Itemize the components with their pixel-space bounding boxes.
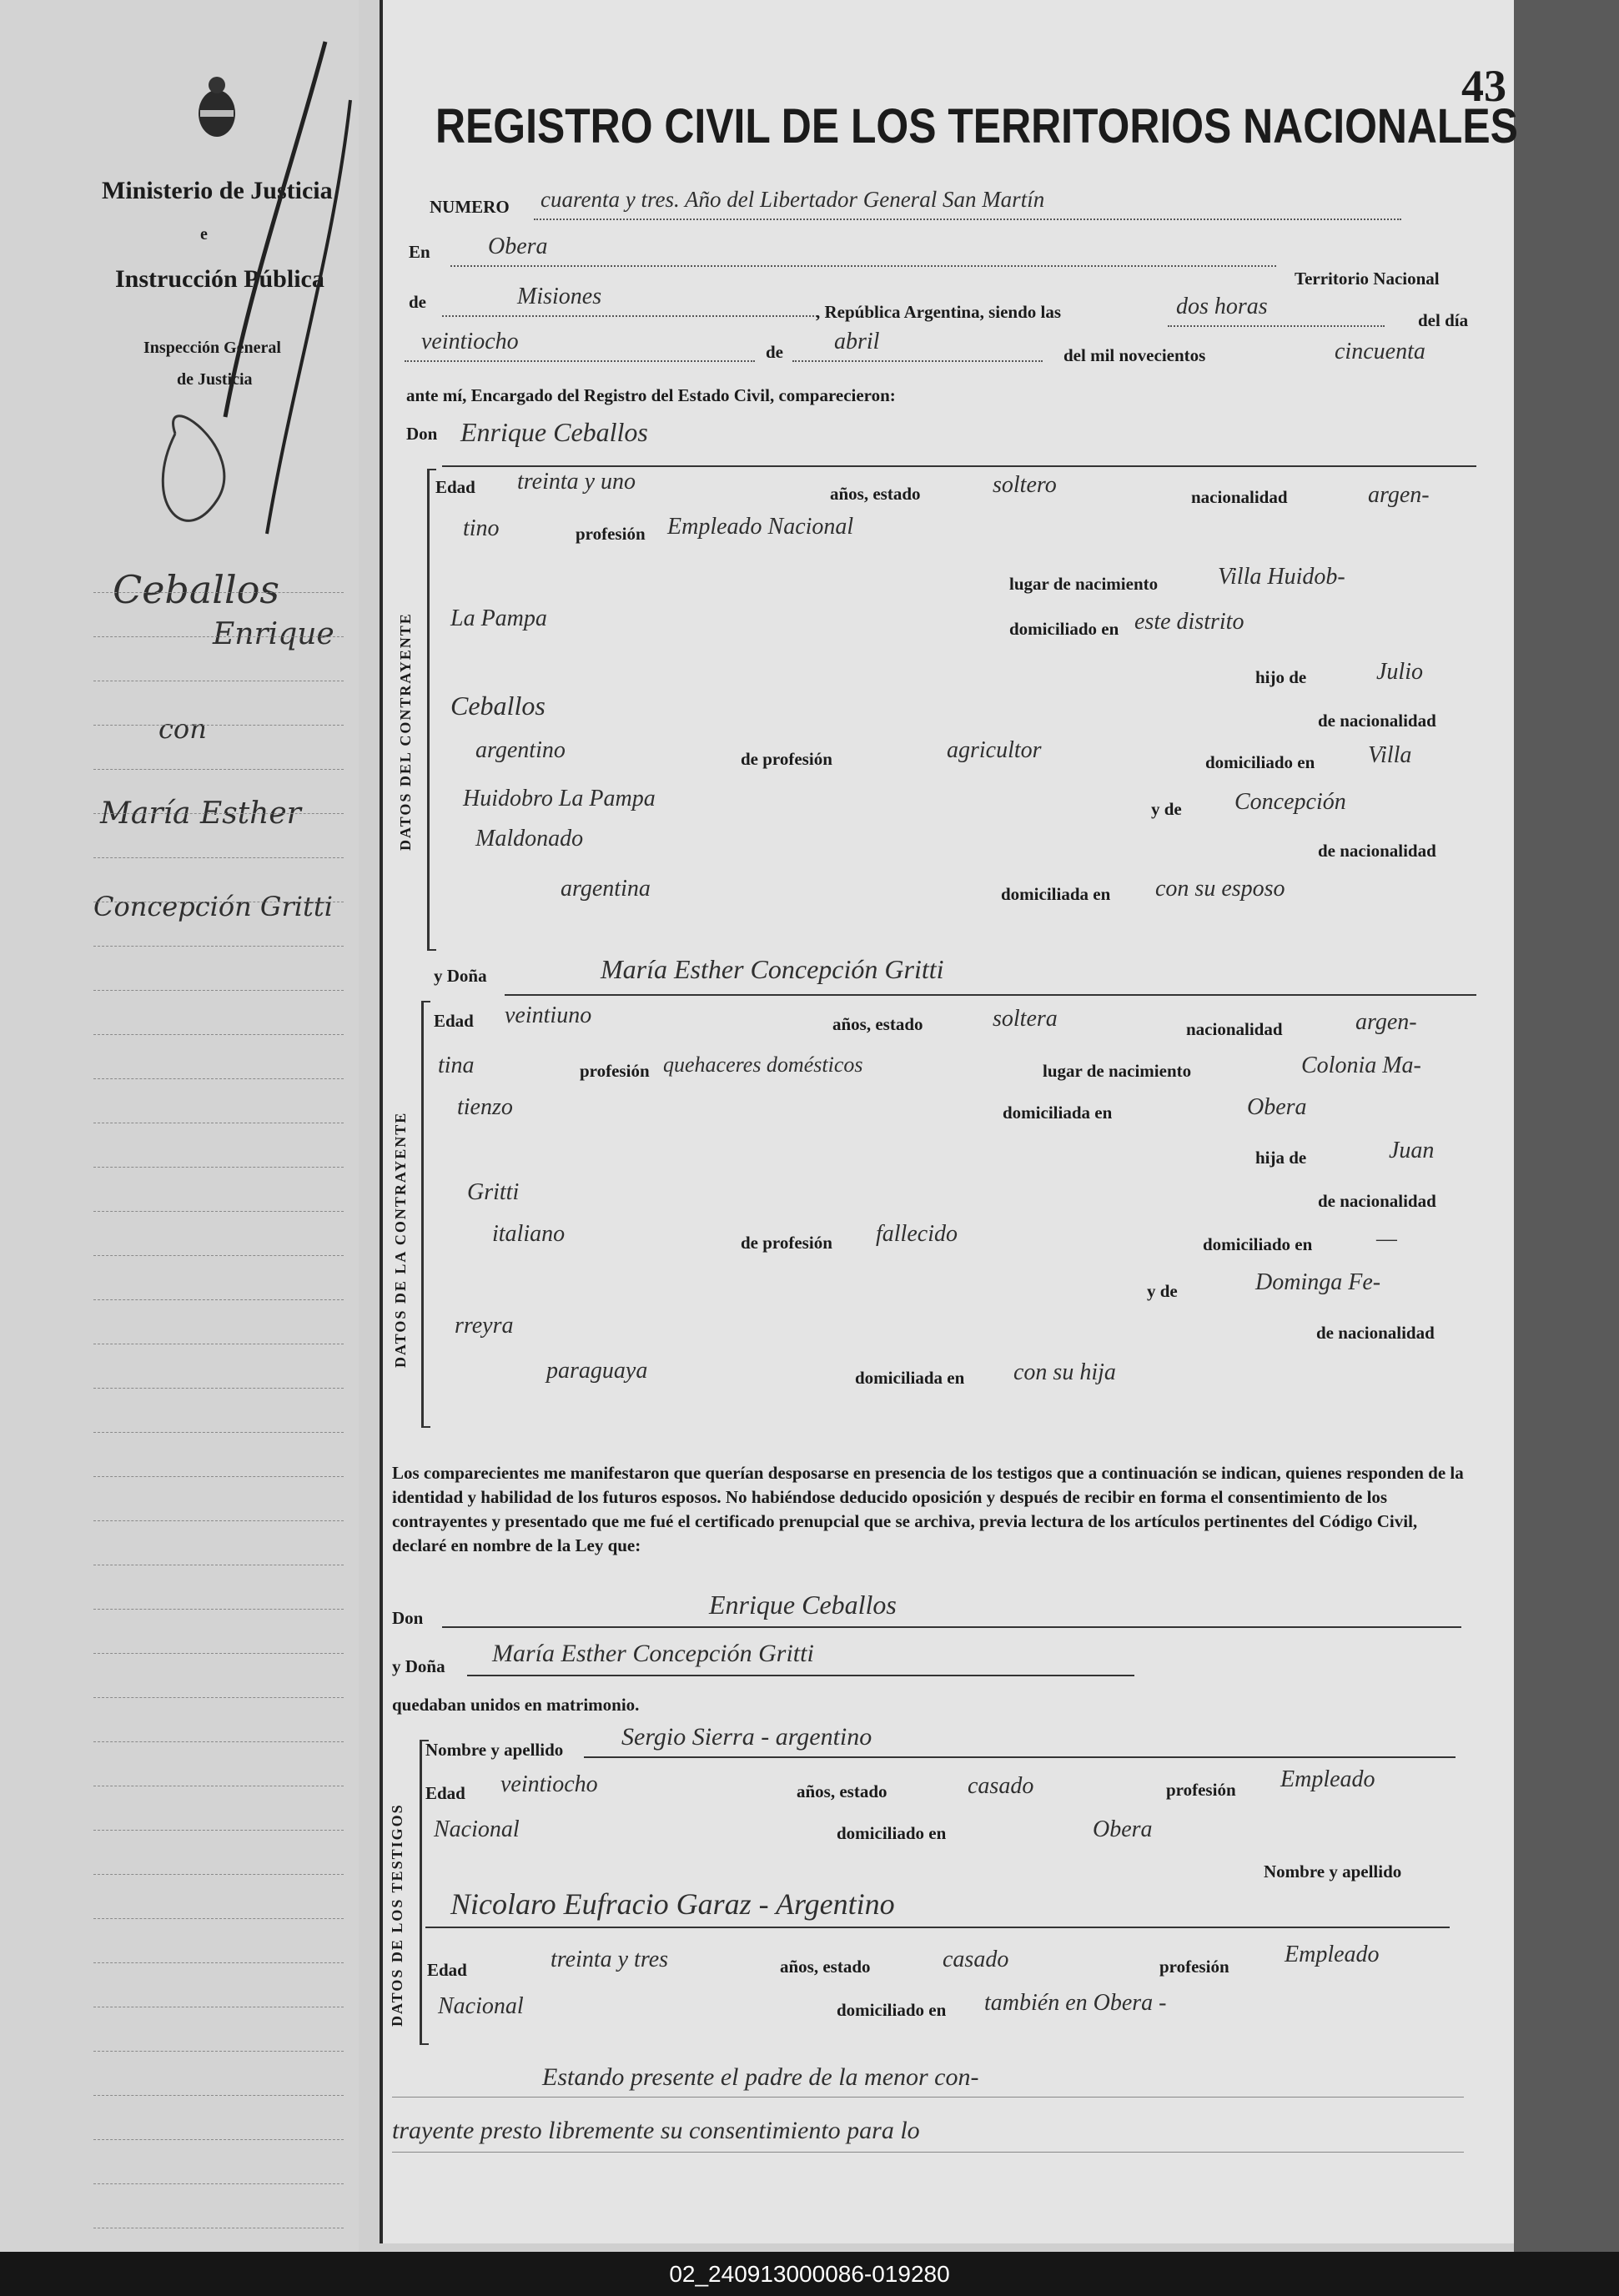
contrayente-padre-dom-cont: Huidobro La Pampa	[463, 786, 656, 811]
margin-rule	[93, 1962, 344, 1963]
contrayenta-section-label: DATOS DE LA CONTRAYENTE	[392, 1111, 409, 1368]
t2-nombre-line	[425, 1927, 1450, 1928]
margin-rule	[93, 2183, 344, 2184]
de2-label: de	[766, 342, 783, 362]
contrayenta-nac-cont: tina	[438, 1053, 475, 1078]
decl-don-line	[442, 1626, 1461, 1628]
t2-edad-label: Edad	[427, 1960, 467, 1980]
contrayenta-anios-label: años, estado	[832, 1014, 923, 1034]
dona-value: María Esther Concepción Gritti	[601, 954, 944, 984]
t2-anios-label: años, estado	[780, 1957, 871, 1977]
page-number: 43	[1461, 61, 1506, 111]
contrayente-padre-nac-label: de nacionalidad	[1318, 711, 1436, 731]
margin-rule	[93, 592, 344, 593]
t2-prof-label: profesión	[1159, 1957, 1229, 1977]
dia-value: veintiocho	[421, 329, 519, 354]
contrayenta-edad-value: veintiuno	[505, 1002, 592, 1028]
margin-rule	[93, 1609, 344, 1610]
don-value: Enrique Ceballos	[460, 417, 648, 447]
margin-rule	[93, 1918, 344, 1919]
margin-rule	[93, 946, 344, 947]
numero-value: cuarenta y tres. Año del Libertador General San Martín	[541, 187, 1045, 212]
contrayente-madre-dom-label: domiciliada en	[1001, 884, 1111, 904]
margin-rule	[93, 1830, 344, 1831]
margin-rule	[93, 2051, 344, 2052]
contrayenta-padre-dom: —	[1376, 1226, 1397, 1252]
margin-rule	[93, 2095, 344, 2096]
contrayenta-padre-dom-label: domiciliado en	[1203, 1234, 1313, 1254]
margin-rule	[93, 857, 344, 858]
margin-note-con: con	[158, 713, 207, 745]
contrayente-padre-prof: agricultor	[947, 737, 1042, 763]
contrayenta-padre-nac-label: de nacionalidad	[1318, 1191, 1436, 1211]
contrayente-y-de-label: y de	[1151, 799, 1182, 819]
contrayente-lugar-label: lugar de nacimiento	[1009, 574, 1159, 594]
t1-nombre-line	[584, 1756, 1456, 1758]
contrayente-edad-label: Edad	[435, 477, 475, 497]
ministry-line3: Instrucción Pública	[115, 265, 324, 293]
contrayenta-nac-value: argen-	[1355, 1009, 1417, 1035]
contrayente-prof-value: Empleado Nacional	[667, 514, 854, 540]
contrayenta-bracket	[421, 1001, 430, 1428]
t1-nombre-label: Nombre y apellido	[425, 1740, 564, 1760]
ante-mi-text: ante mí, Encargado del Registro del Estado Civil, comparecieron:	[406, 385, 896, 405]
declaration-text: Los comparecientes me manifestaron que querían desposarse en presencia de los testigos que a continuación se indican, quienes responden de la identidad y habilidad de los futuros esposos. No habiéndose deducido oposición y después de recibir en forma el consentimiento de los contrayentes y presentado que me fué el certificado prenupcial que se archiva, previa lectura de los artículos pertinentes del Código Civil, declaré en nombre de la Ley que:	[392, 1463, 1464, 1555]
inspection-line1: Inspección General	[143, 339, 281, 357]
contrayenta-madre-cont: rreyra	[455, 1313, 514, 1339]
margin-note-bride-name: María Esther	[100, 796, 301, 831]
contrayente-anios-label: años, estado	[830, 484, 921, 504]
t1-dom-value: Obera	[1093, 1816, 1153, 1842]
margin-rule	[93, 1167, 344, 1168]
numero-label: NUMERO	[430, 197, 510, 217]
contrayenta-madre-nac: paraguaya	[546, 1358, 648, 1384]
t1-prof-cont: Nacional	[434, 1816, 520, 1842]
margin-rule	[93, 1078, 344, 1079]
don-label: Don	[406, 424, 438, 444]
note-line-2: trayente presto libremente su consentimiento para lo	[392, 2117, 920, 2144]
decl-dona-label: y Doña	[392, 1656, 445, 1676]
footer-bar	[0, 2252, 1619, 2296]
note-line-2-rule	[392, 2152, 1464, 2153]
margin-rule	[93, 636, 344, 637]
t2-estado-value: casado	[943, 1947, 1009, 1972]
margin-note-bride-surname: Concepción Gritti	[93, 891, 333, 922]
contrayente-nac-cont: tino	[463, 515, 500, 541]
contrayente-madre-nac: argentina	[561, 876, 651, 902]
t1-dom-label: domiciliado en	[837, 1823, 947, 1843]
contrayenta-dom-label: domiciliada en	[1003, 1103, 1113, 1123]
margin-rule	[93, 1741, 344, 1742]
margin-rule	[93, 1653, 344, 1654]
contrayenta-madre-dom: con su hija	[1013, 1359, 1116, 1385]
margin-rule	[93, 1034, 344, 1035]
en-value: Obera	[488, 234, 548, 259]
numero-dots	[534, 219, 1401, 220]
del-dia-label: del día	[1418, 310, 1469, 330]
margin-note-surname: Ceballos	[113, 567, 280, 612]
republica-label: , República Argentina, siendo las	[816, 302, 1062, 322]
contrayente-madre-dom: con su esposo	[1155, 876, 1285, 902]
form-title: REGISTRO CIVIL DE LOS TERRITORIOS NACIONALES	[435, 99, 1518, 153]
mes-dots	[792, 360, 1043, 362]
contrayente-prof-label: profesión	[576, 524, 646, 544]
contrayenta-edad-label: Edad	[434, 1011, 474, 1031]
t2-edad-value: treinta y tres	[551, 1947, 669, 1972]
contrayente-lugar-value: Villa Huidob-	[1218, 564, 1345, 590]
contrayenta-estado-value: soltera	[993, 1006, 1058, 1032]
mil-label: del mil novecientos	[1063, 345, 1206, 365]
decl-dona-line	[467, 1675, 1134, 1676]
contrayente-padre-value: Julio	[1376, 659, 1423, 685]
margin-rule	[93, 1388, 344, 1389]
margin-rule	[93, 813, 344, 814]
contrayente-madre-cont: Maldonado	[475, 826, 584, 852]
margin-rule	[93, 1476, 344, 1477]
contrayenta-madre-nac-label: de nacionalidad	[1316, 1323, 1435, 1343]
t1-edad-value: veintiocho	[500, 1771, 598, 1797]
dona-line	[505, 994, 1476, 996]
margin-rule	[93, 1211, 344, 1212]
hora-dots	[1168, 325, 1385, 327]
t1-anios-label: años, estado	[797, 1781, 887, 1801]
decl-closing: quedaban unidos en matrimonio.	[392, 1695, 640, 1715]
contrayenta-lugar-value: Colonia Ma-	[1301, 1053, 1421, 1078]
t1-name-value: Sergio Sierra - argentino	[621, 1723, 872, 1751]
de-label: de	[409, 292, 426, 312]
t2-dom-value: también en Obera -	[984, 1990, 1167, 2016]
contrayente-dom-label: domiciliado en	[1009, 619, 1119, 639]
contrayente-padre-cont: Ceballos	[450, 691, 546, 721]
t1-prof-value: Empleado	[1280, 1766, 1375, 1792]
contrayenta-madre-value: Dominga Fe-	[1255, 1269, 1381, 1295]
territorio-label: Territorio Nacional	[1295, 269, 1440, 289]
anio-value: cincuenta	[1335, 339, 1425, 364]
note-line-1-rule	[392, 2097, 1464, 2098]
contrayenta-madre-dom-label: domiciliada en	[855, 1368, 965, 1388]
t2-prof-value: Empleado	[1285, 1942, 1380, 1967]
t1-prof-label: profesión	[1166, 1780, 1236, 1800]
dona-label: y Doña	[434, 966, 487, 986]
margin-rule	[93, 725, 344, 726]
contrayenta-prof-label: profesión	[580, 1061, 650, 1081]
contrayenta-lugar-cont: tienzo	[457, 1094, 513, 1120]
t2-nombre-label: Nombre y apellido	[1264, 1861, 1402, 1882]
contrayenta-hija-label: hija de	[1255, 1148, 1307, 1168]
contrayenta-nac-label: nacionalidad	[1186, 1019, 1283, 1039]
margin-rule	[93, 1255, 344, 1256]
de-value: Misiones	[517, 284, 602, 309]
contrayente-madre-nac-label: de nacionalidad	[1318, 841, 1436, 861]
contrayenta-y-de-label: y de	[1147, 1281, 1178, 1301]
contrayenta-padre-prof-label: de profesión	[741, 1233, 832, 1253]
t2-prof-cont: Nacional	[438, 1993, 524, 2019]
margin-rule	[93, 769, 344, 770]
en-label: En	[409, 242, 430, 262]
contrayente-lugar-cont: La Pampa	[450, 605, 547, 631]
contrayente-nac-label: nacionalidad	[1191, 487, 1288, 507]
margin-rule	[93, 990, 344, 991]
contrayente-hijo-label: hijo de	[1255, 667, 1307, 687]
margin-rule	[93, 1697, 344, 1698]
contrayente-bracket	[427, 469, 436, 951]
contrayente-padre-dom: Villa	[1368, 742, 1412, 768]
contrayente-section-label: DATOS DEL CONTRAYENTE	[397, 612, 414, 851]
decl-don-value: Enrique Ceballos	[709, 1590, 897, 1620]
en-dots	[450, 265, 1276, 267]
ministry-line1: Ministerio de Justicia	[102, 177, 333, 204]
margin-note-firstname: Enrique	[213, 617, 334, 651]
dia-dots	[405, 360, 755, 362]
contrayente-padre-dom-label: domiciliado en	[1205, 752, 1315, 772]
contrayente-dom-value: este distrito	[1134, 609, 1244, 635]
contrayenta-padre-nac: italiano	[492, 1221, 566, 1247]
margin-rule	[93, 2139, 344, 2140]
note-line-1: Estando presente el padre de la menor con-	[542, 2063, 979, 2091]
page-edge	[1514, 0, 1619, 2252]
testigos-section-label: DATOS DE LOS TESTIGOS	[389, 1803, 405, 2027]
margin-rule	[93, 1874, 344, 1875]
left-margin	[0, 0, 359, 2252]
decl-don-label: Don	[392, 1608, 424, 1628]
don-line	[442, 465, 1476, 467]
contrayente-estado-value: soltero	[993, 472, 1057, 498]
mes-value: abril	[834, 329, 880, 354]
t2-dom-label: domiciliado en	[837, 2000, 947, 2020]
t2-name-value: Nicolaro Eufracio Garaz - Argentino	[450, 1887, 895, 1921]
decl-dona-value: María Esther Concepción Gritti	[492, 1640, 814, 1667]
contrayente-padre-nac: argentino	[475, 737, 566, 763]
t1-estado-value: casado	[968, 1773, 1034, 1799]
contrayenta-lugar-label: lugar de nacimiento	[1043, 1061, 1192, 1081]
margin-rule	[93, 1432, 344, 1433]
contrayenta-padre-prof: fallecido	[876, 1221, 958, 1247]
t1-edad-label: Edad	[425, 1783, 465, 1803]
ministry-line2: e	[200, 225, 208, 244]
margin-rule	[93, 1299, 344, 1300]
hora-value: dos horas	[1176, 294, 1268, 319]
contrayenta-prof-value: quehaceres domésticos	[663, 1053, 863, 1077]
contrayente-nac-value: argen-	[1368, 482, 1430, 508]
inspection-line2: de Justicia	[177, 370, 253, 389]
contrayente-edad-value: treinta y uno	[517, 469, 636, 495]
contrayente-padre-prof-label: de profesión	[741, 749, 832, 769]
contrayenta-padre-cont: Gritti	[467, 1179, 520, 1205]
footer-id: 02_240913000086-019280	[669, 2261, 950, 2287]
contrayenta-padre-value: Juan	[1389, 1138, 1435, 1163]
contrayente-madre-value: Concepción	[1234, 789, 1346, 815]
de-dots	[442, 315, 817, 317]
contrayenta-dom-value: Obera	[1247, 1094, 1307, 1120]
signature-scribble	[125, 33, 375, 567]
margin-rule	[93, 1520, 344, 1521]
